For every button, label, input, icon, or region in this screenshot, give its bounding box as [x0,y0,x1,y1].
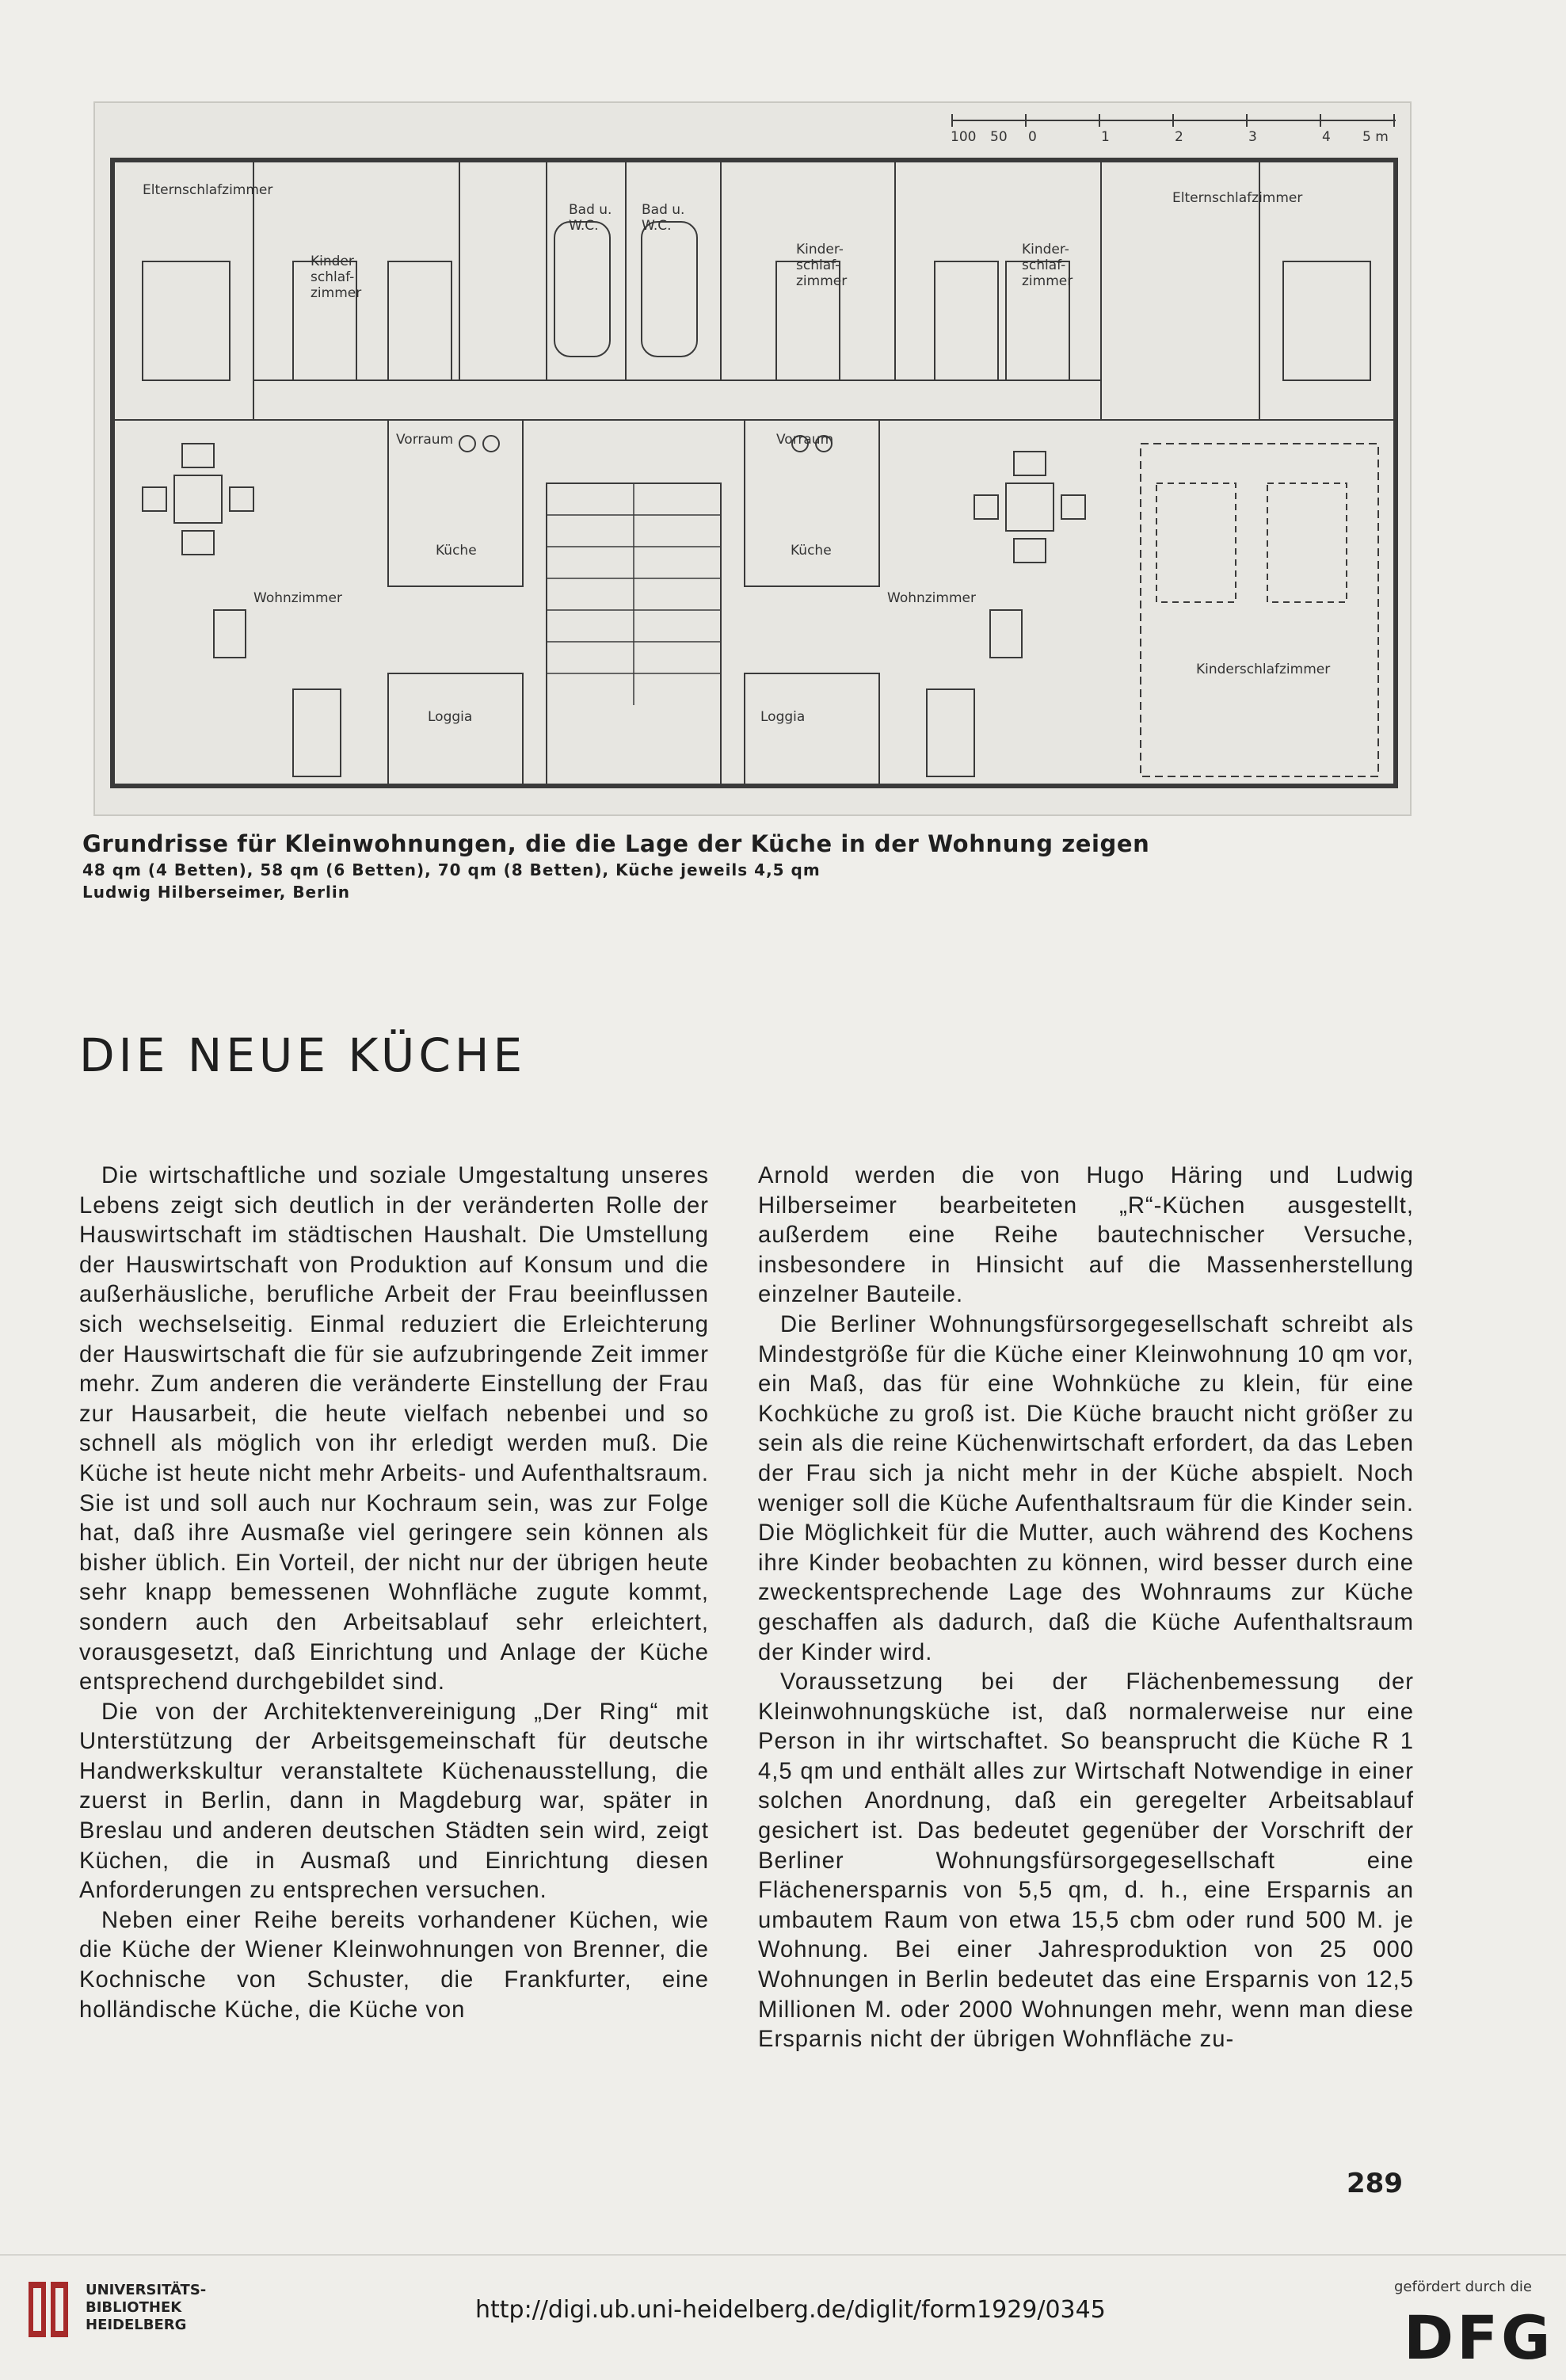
room-loggia-right: Loggia [760,709,806,725]
scale-label-1: 1 [1101,129,1110,145]
scale-label-3: 3 [1248,129,1257,145]
scale-label-5m: 5 m [1362,129,1389,145]
scale-label-0: 0 [1028,129,1037,145]
room-kueche-left: Küche [436,543,477,559]
room-kinderschlaf-1-line2: schlaf- [311,269,355,285]
paragraph: Die Berliner Wohnungsfürsorgegesellschaft schreibt als Mindestgröße für die Küche einer Kleinwohnung 10 qm vor, ein Maß, das für eine Wohnküche zu klein, für eine Kochküche zu groß ist. Die Küche braucht nicht größer zu sein als die reine Küchenwirtschaft erfordert, da das Leben der Frau sich ja nicht mehr in der Küche abspielt. Noch weniger soll die Küche Aufenthaltsraum für die Kinder sein. Die Möglichkeit für die Mutter, auch während des Kochens ihre Kinder beobachten zu können, wird besser durch eine zweckentsprechende Lage des Wohnraums zur Küche geschaffen als dadurch, daß die Küche Aufenthaltsraum der Kinder wird. [758,1311,1414,1665]
room-elternschlafzimmer-right: Elternschlafzimmer [1172,190,1303,206]
room-elternschlafzimmer-left: Elternschlafzimmer [143,182,273,198]
room-vorraum-right: Vorraum [776,432,834,448]
room-wohnzimmer-left: Wohnzimmer [253,590,342,606]
source-url[interactable]: http://digi.ub.uni-heidelberg.de/diglit/form1929/0345 [475,2296,1106,2324]
scale-label-4: 4 [1322,129,1331,145]
library-line-3: HEIDELBERG [86,2317,187,2333]
caption-author: Ludwig Hilberseimer, Berlin [82,883,350,902]
room-kinderschlaf-3-line1: Kinder- [1022,242,1069,257]
room-bad-1-line1: Bad u. [569,202,612,218]
room-kinderschlaf-1-line1: Kinder- [311,254,358,269]
library-line-2: BIBLIOTHEK [86,2299,182,2316]
room-kinderschlafzimmer-large: Kinderschlafzimmer [1196,662,1331,677]
dfg-logo: DFG [1404,2302,1554,2373]
room-bad-2-line2: W.C. [642,218,672,234]
room-bad-2-line1: Bad u. [642,202,685,218]
room-kinderschlaf-3-line2: schlaf- [1022,257,1066,273]
funded-by-text: gefördert durch die [1394,2279,1532,2295]
paragraph: Die wirtschaftliche und soziale Umgestaltung unseres Lebens zeigt sich deutlich in der veränderten Rolle der Hauswirtschaft im städtischen Haushalt. Die Umstellung der Hauswirtschaft von Produktion auf Konsum und die außerhäusliche, berufliche Arbeit der Frau beeinflussen sich wechselseitig. Einmal reduziert die Erleichterung der Hauswirtschaft die für sie aufzubringende Zeit immer mehr. Zum anderen die veränderte Einstellung der Frau zur Hausarbeit, die heute vielfach nebenbei und so schnell als möglich von ihr erledigt werden muß. Die Küche ist heute nicht mehr Arbeits- und Aufenthaltsraum. Sie ist und soll auch nur Kochraum sein, was zur Folge hat, daß ihre Ausmaße viel geringere sein können als bisher üblich. Ein Vorteil, der nicht nur der übrigen heute sehr knapp bemessenen Wohnfläche zugute kommt, sondern auch den Arbeitsablauf sehr erleichtert, vorausgesetzt, daß Einrichtung und Anlage der Küche entsprechend durchgebildet sind. [79,1163,709,1695]
room-kinderschlaf-2-line3: zimmer [796,273,848,289]
room-kinderschlaf-3-line3: zimmer [1022,273,1073,289]
library-logo-icon [24,2274,74,2348]
scale-label-50: 50 [990,129,1008,145]
paragraph: Arnold werden die von Hugo Häring und Ludwig Hilberseimer bearbeiteten „R“-Küchen ausgestellt, außerdem eine Reihe bautechnischer Versuche, insbesondere in Hinsicht auf die Massenherstellung einzelner Bauteile. [758,1163,1414,1308]
scale-label-100: 100 [951,129,977,145]
room-kinderschlaf-2-line1: Kinder- [796,242,844,257]
room-kinderschlaf-2-line2: schlaf- [796,257,840,273]
footer-divider [0,2254,1566,2256]
room-loggia-left: Loggia [428,709,473,725]
floor-plan-figure [93,101,1412,816]
room-kinderschlaf-1-line3: zimmer [311,285,362,301]
text-column-left [79,1161,709,2025]
room-bad-1-line2: W.C. [569,218,599,234]
scale-label-2: 2 [1175,129,1183,145]
article-headline: DIE NEUE KÜCHE [79,1028,527,1082]
floor-plan-drawing [95,103,1410,814]
caption-title: Grundrisse für Kleinwohnungen, die die Lage der Küche in der Wohnung zeigen [82,830,1150,857]
page-number: 289 [1347,2168,1403,2199]
room-vorraum-left: Vorraum [396,432,454,448]
room-kueche-right: Küche [791,543,832,559]
figure-caption [82,830,1429,902]
library-line-1: UNIVERSITÄTS- [86,2282,207,2298]
library-name [86,2282,206,2334]
room-wohnzimmer-right: Wohnzimmer [887,590,976,606]
paragraph: Die von der Architektenvereinigung „Der Ring“ mit Unterstützung der Arbeitsgemeinschaft für deutsche Handwerkskultur veranstaltete Küchenausstellung, die zuerst in Berlin, dann in Magdeburg war, später in Breslau und anderen deutschen Städten sein wird, zeigt Küchen, die in Ausmaß und Einrichtung diesen Anforderungen zu entsprechen versuchen. [79,1699,709,1904]
paragraph: Neben einer Reihe bereits vorhandener Küchen, wie die Küche der Wiener Kleinwohnungen von Brenner, die Kochnische von Schuster, die Frankfurter, eine holländische Küche, die Küche von [79,1907,709,2023]
caption-sizes: 48 qm (4 Betten), 58 qm (6 Betten), 70 qm (8 Betten), Küche jeweils 4,5 qm [82,860,821,879]
text-column-right [758,1161,1414,2055]
paragraph: Voraussetzung bei der Flächenbemessung der Kleinwohnungsküche ist, daß normalerweise nur eine Person in ihr wirtschaftet. So beansprucht die Küche R 1 4,5 qm und enthält alles zur Wirtschaft Notwendige in einer solchen Anordnung, daß ein geregelter Arbeitsablauf gesichert ist. Das bedeutet gegenüber der Vorschrift der Berliner Wohnungsfürsorgegesellschaft eine Flächenersparnis von 5,5 qm, d. h., eine Ersparnis an umbautem Raum von etwa 15,5 cbm oder rund 500 M. je Wohnung. Bei einer Jahresproduktion von 25 000 Wohnungen in Berlin bedeutet das eine Ersparnis von 12,5 Millionen M. oder 2000 Wohnungen mehr, wenn man diese Ersparnis nicht der übrigen Wohnfläche zu- [758,1669,1414,2053]
